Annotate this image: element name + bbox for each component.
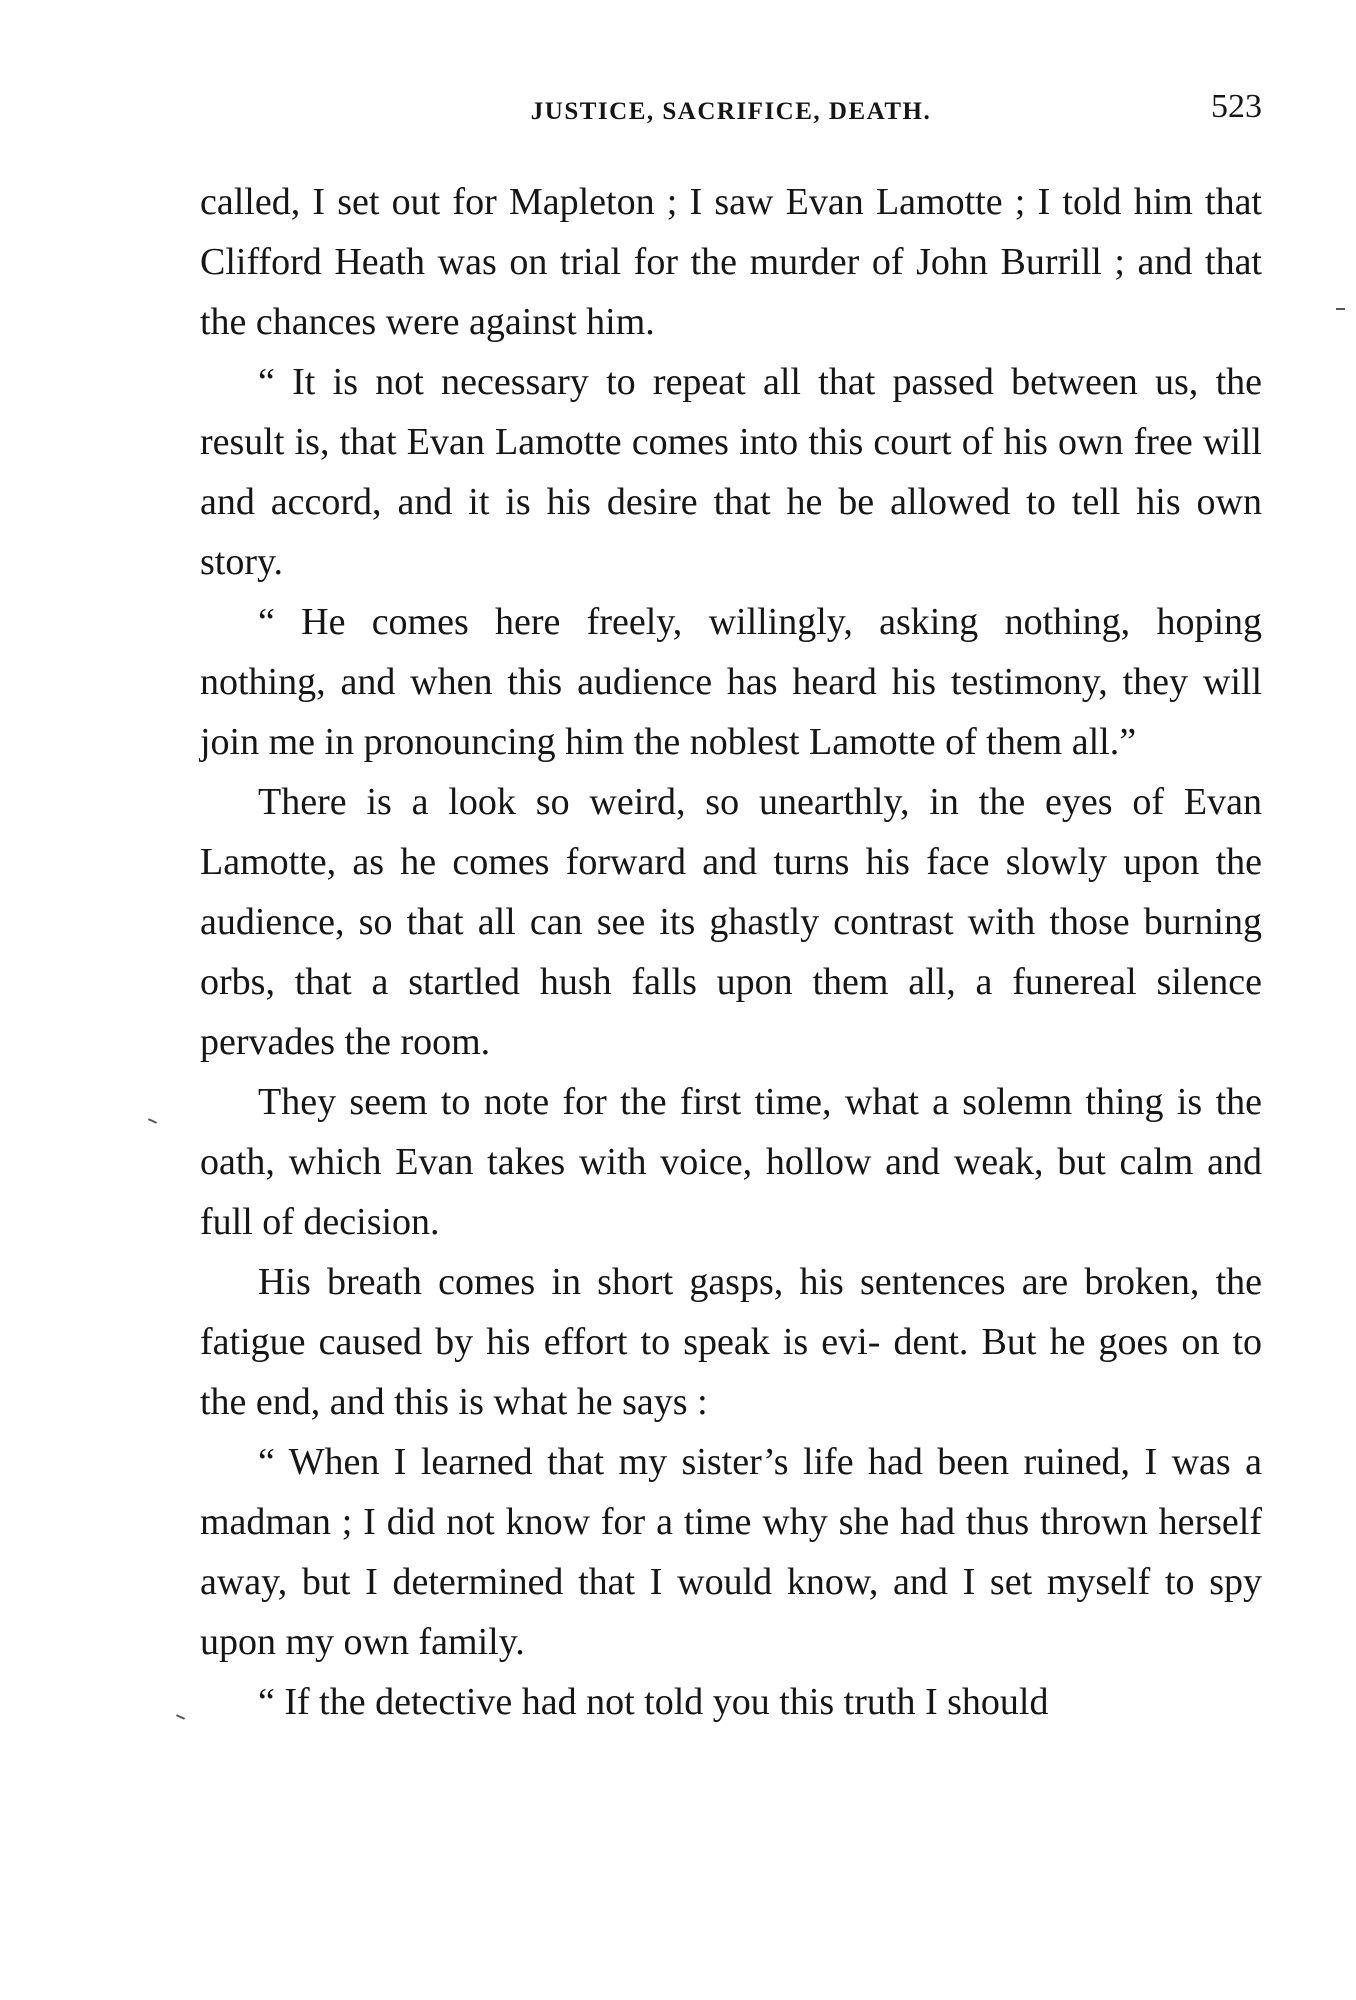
paragraph-4: There is a look so weird, so unearthly, in the eyes of Evan Lamotte, as he comes forward and turns his face slowly upon the audience, so that all can see its ghastly contrast with those burning orbs, that a startled hush falls upon them all, a funereal silence pervades the room. <box>200 781 1262 1063</box>
page-number: 523 <box>1211 88 1262 125</box>
paragraph-8: “ If the detective had not told you this truth I should <box>258 1681 1049 1723</box>
margin-mark <box>1336 308 1345 310</box>
paragraph-6: His breath comes in short gasps, his sentences are broken, the fatigue caused by his effort to speak is evi- dent. But he goes on to the end, and this is what he says : <box>200 1261 1262 1423</box>
paragraph-3: “ He comes here freely, willingly, asking nothing, hoping nothing, and when this audience has heard his testimony, they will join me in pronouncing him the noblest Lamotte of them all.” <box>200 601 1262 763</box>
paragraph-1: called, I set out for Mapleton ; I saw Evan Lamotte ; I told him that Clifford Heath was on trial for the murder of John Burrill ; and that the chances were against him. <box>200 181 1262 343</box>
paragraph-2: “ It is not necessary to repeat all that passed between us, the result is, that Evan Lamotte comes into this court of his own free will and accord, and it is his desire that he be allowed to tell his own story. <box>200 361 1262 583</box>
margin-mark <box>148 1118 157 1124</box>
paragraph-7: “ When I learned that my sister’s life had been ruined, I was a madman ; I did not know for a time why she had thus thrown herself away, but I determined that I would know, and I set myself to spy upon my own family. <box>200 1441 1262 1663</box>
paragraph-5: They seem to note for the first time, what a solemn thing is the oath, which Evan takes with voice, hollow and weak, but calm and full of decision. <box>200 1081 1262 1243</box>
margin-mark <box>176 1714 185 1720</box>
running-head: JUSTICE, SACRIFICE, DEATH. <box>530 98 932 125</box>
page-header <box>200 88 1262 138</box>
body-text <box>200 172 1262 1732</box>
